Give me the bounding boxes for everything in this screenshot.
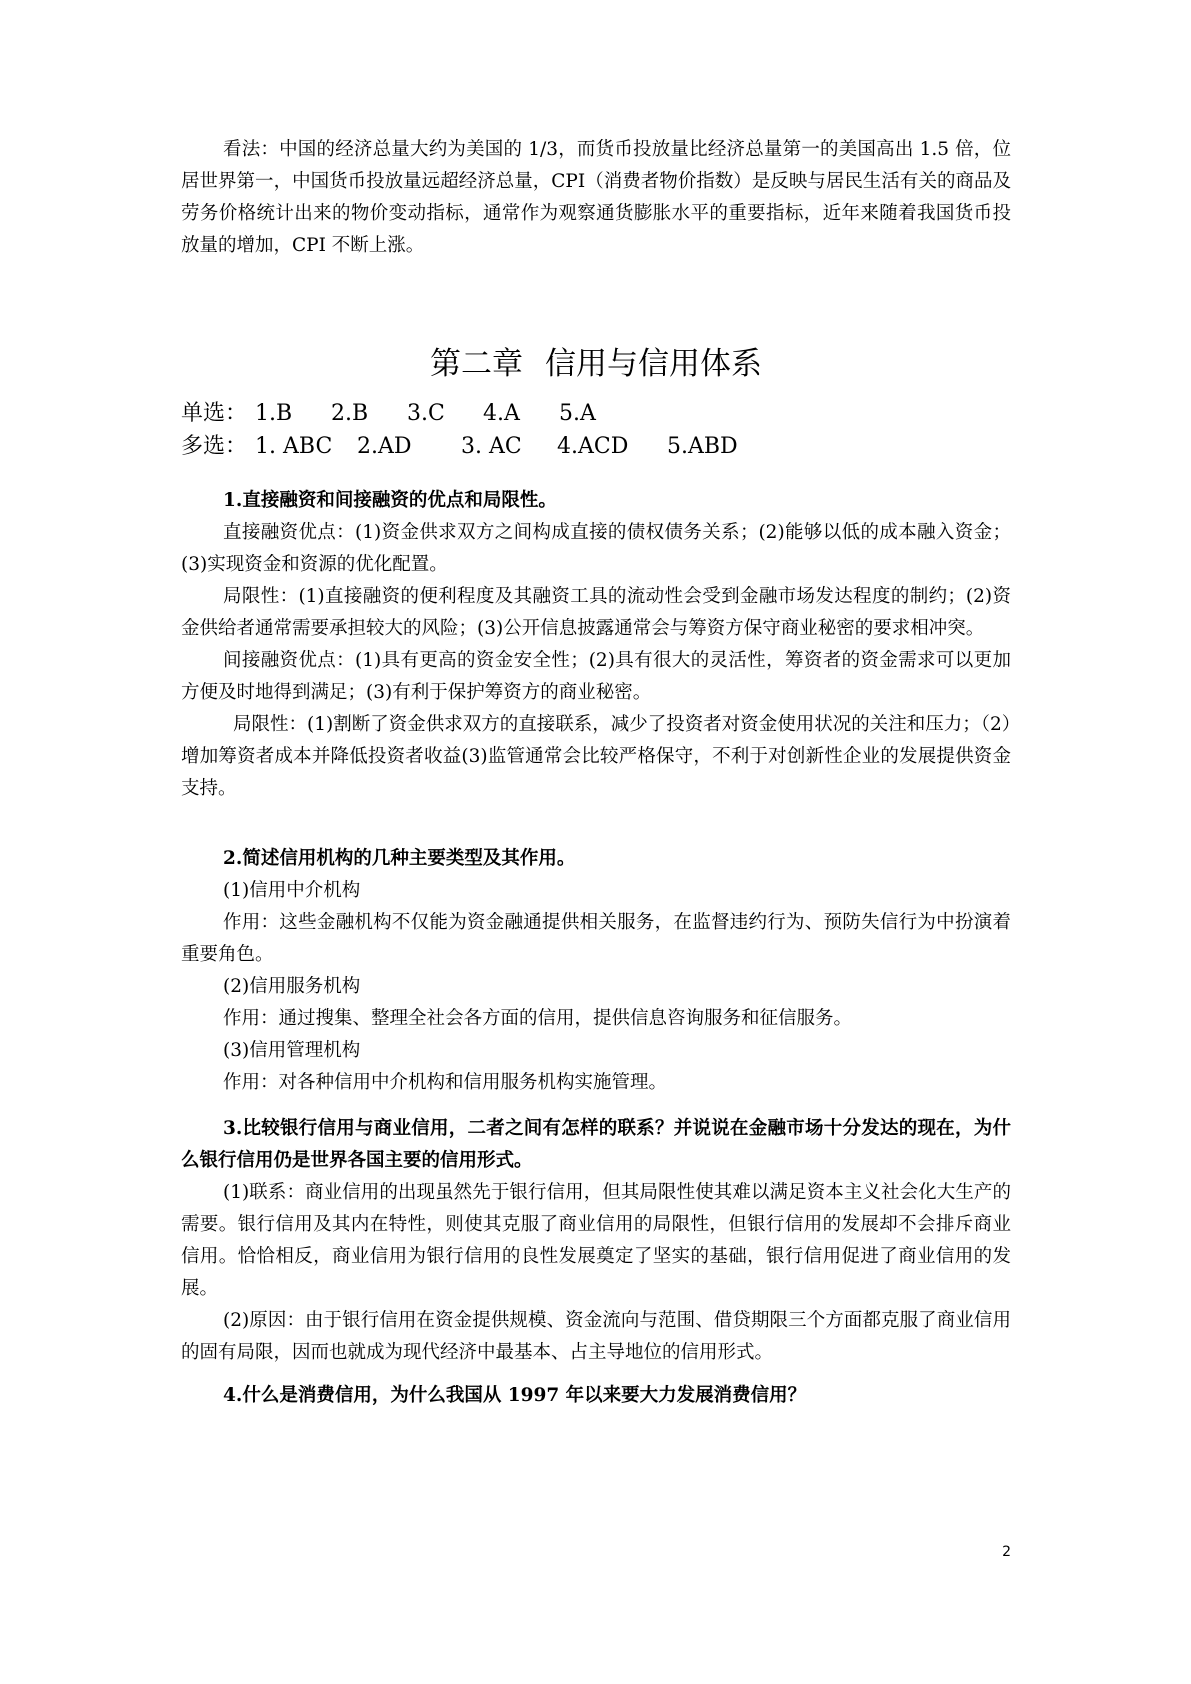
question-3 xyxy=(181,1113,1011,1369)
chapter-number: 第二章 xyxy=(430,346,523,382)
chapter-header xyxy=(181,344,1011,384)
single-choice-label: 单选： xyxy=(181,401,248,426)
chapter-name: 信用与信用体系 xyxy=(545,346,762,382)
question-1-paragraph: 间接融资优点：(1)具有更高的资金安全性；(2)具有很大的灵活性，筹资者的资金需求可以更加方便及时地得到满足；(3)有利于保护筹资方的商业秘密。 xyxy=(181,650,1011,703)
answer-item: 5.A xyxy=(559,401,596,426)
question-2-paragraph: 作用：通过搜集、整理全社会各方面的信用，提供信息咨询服务和征信服务。 xyxy=(223,1008,853,1029)
multiple-choice-answers xyxy=(181,430,1011,463)
question-3-title: 3.比较银行信用与商业信用，二者之间有怎样的联系？并说说在金融市场十分发达的现在，为什么银行信用仍是世界各国主要的信用形式。 xyxy=(181,1118,1011,1171)
single-choice-answers xyxy=(181,397,1011,430)
answer-key xyxy=(181,397,1011,463)
chapter-title xyxy=(181,344,1011,384)
question-1-paragraph: 局限性：(1)割断了资金供求双方的直接联系，减少了投资者对资金使用状况的关注和压力；（2）增加筹资者成本并降低投资者收益(3)监管通常会比较严格保守，不利于对创新性企业的发展提供资金支持。 xyxy=(181,714,1011,799)
question-4-title: 4.什么是消费信用，为什么我国从 1997 年以来要大力发展消费信用？ xyxy=(223,1385,807,1406)
question-3-paragraph: (1)联系：商业信用的出现虽然先于银行信用，但其局限性使其难以满足资本主义社会化大生产的需要。银行信用及其内在特性，则使其克服了商业信用的局限性，但银行信用的发展却不会排斥商业信用。恰恰相反，商业信用为银行信用的良性发展奠定了坚实的基础，银行信用促进了商业信用的发展。 xyxy=(181,1182,1011,1299)
question-2 xyxy=(181,843,1011,1099)
answer-item: 2.B xyxy=(331,401,369,426)
answer-item: 2.AD xyxy=(357,434,412,459)
question-2-paragraph: (2)信用服务机构 xyxy=(223,976,361,997)
question-1 xyxy=(181,485,1011,805)
question-1-title: 1.直接融资和间接融资的优点和局限性。 xyxy=(223,490,557,511)
answer-item: 1. ABC xyxy=(255,434,333,459)
question-2-title: 2.简述信用机构的几种主要类型及其作用。 xyxy=(223,848,576,869)
top-paragraph: 看法：中国的经济总量大约为美国的 1/3，而货币投放量比经济总量第一的美国高出 1.5 倍，位居世界第一，中国货币投放量远超经济总量，CPI（消费者物价指数）是反映与居民生活有关的商品及劳务价格统计出来的物价变动指标，通常作为观察通货膨胀水平的重要指标，近年来随着我国货币投放量的增加，CPI 不断上涨。 xyxy=(181,139,1011,256)
answer-item: 3. AC xyxy=(461,434,522,459)
question-2-paragraph: 作用：这些金融机构不仅能为资金融通提供相关服务，在监督违约行为、预防失信行为中扮演着重要角色。 xyxy=(181,912,1011,965)
page-number: 2 xyxy=(1002,1544,1011,1560)
question-1-paragraph: 直接融资优点：(1)资金供求双方之间构成直接的债权债务关系；(2)能够以低的成本融入资金；(3)实现资金和资源的优化配置。 xyxy=(181,522,1011,575)
answer-item: 5.ABD xyxy=(667,434,738,459)
answer-item: 3.C xyxy=(407,401,445,426)
answer-item: 4.ACD xyxy=(557,434,629,459)
answer-item: 4.A xyxy=(483,401,520,426)
question-4 xyxy=(181,1380,1011,1412)
question-2-paragraph: (3)信用管理机构 xyxy=(223,1040,361,1061)
question-1-paragraph: 局限性：(1)直接融资的便利程度及其融资工具的流动性会受到金融市场发达程度的制约；(2)资金供给者通常需要承担较大的风险；(3)公开信息披露通常会与筹资方保守商业秘密的要求相冲突。 xyxy=(181,586,1011,639)
answer-item: 1.B xyxy=(255,401,293,426)
question-2-paragraph: 作用：对各种信用中介机构和信用服务机构实施管理。 xyxy=(223,1072,668,1093)
question-2-paragraph: (1)信用中介机构 xyxy=(223,880,361,901)
question-3-paragraph: (2)原因：由于银行信用在资金提供规模、资金流向与范围、借贷期限三个方面都克服了商业信用的固有局限，因而也就成为现代经济中最基本、占主导地位的信用形式。 xyxy=(181,1310,1011,1363)
top-section xyxy=(181,134,1011,262)
multiple-choice-label: 多选： xyxy=(181,434,248,459)
